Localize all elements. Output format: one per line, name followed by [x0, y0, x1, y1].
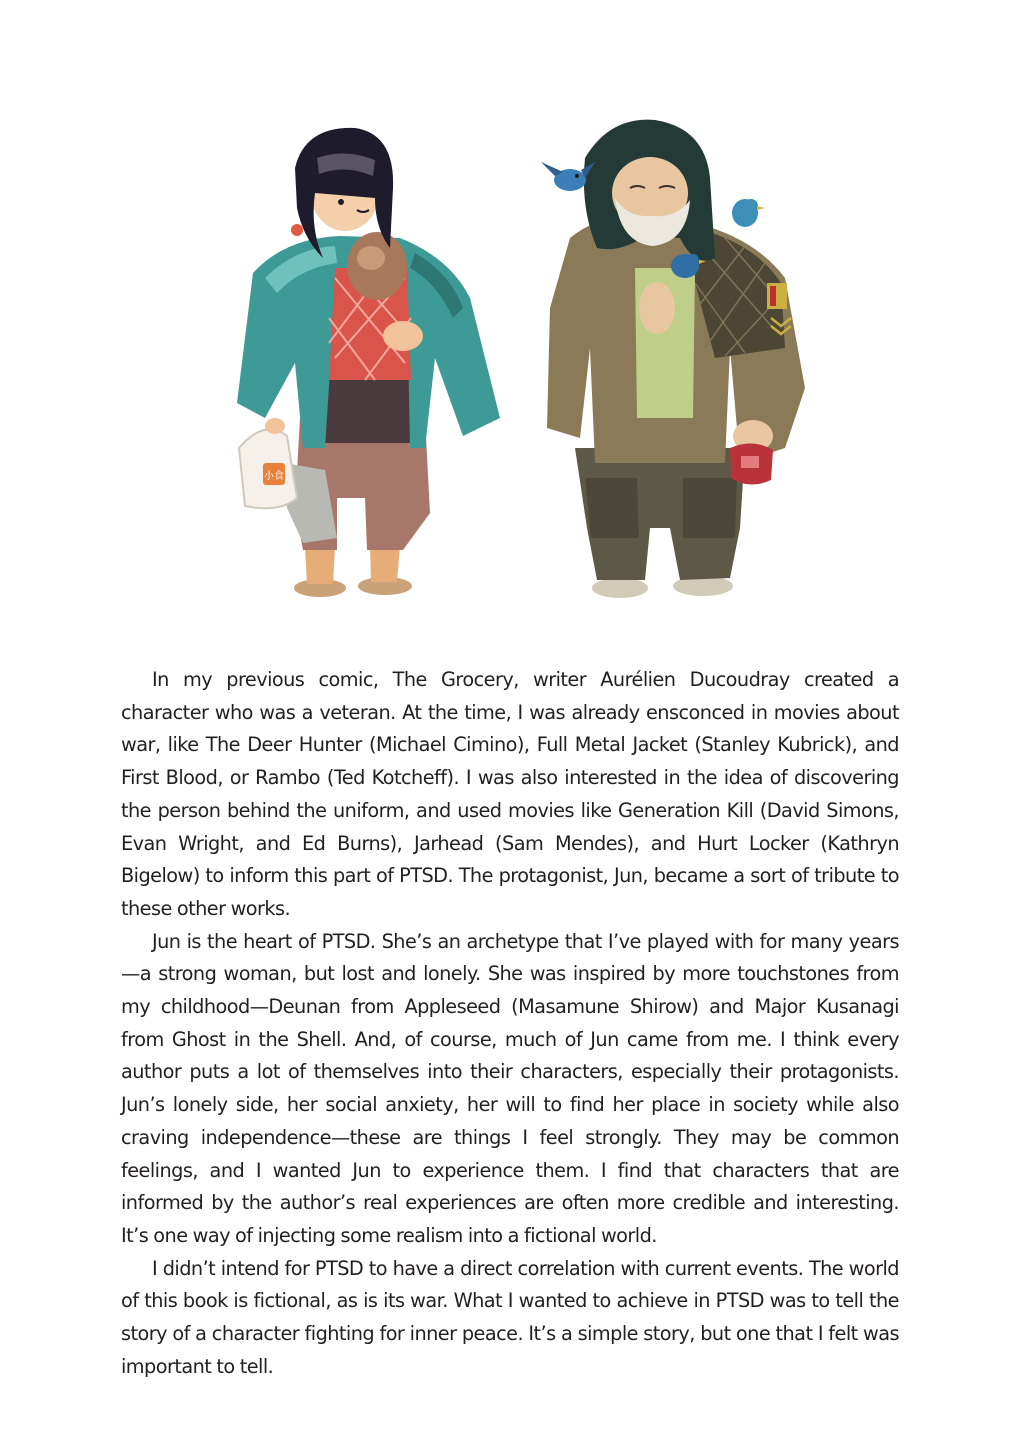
paragraph-1: In my previous comic, The Grocery, writer Aurélien Ducoudray created a character who was a veteran. At the time, I was already ensconced in movies about war, like The Deer Hunter (Michael Cimino), Full Metal Jacket (Stanley Kubrick), and First Blood, or Rambo (Ted Kotcheff). I was also interested in the idea of discovering the person behind the uniform, and used movies like Generation Kill (David Simons, Evan Wright, and Ed Burns), Jarhead (Sam Mendes), and Hurt Locker (Kathryn Bigelow) to inform this part of PTSD. The protagonist, Jun, became a sort of tribute to these other works. — [121, 668, 899, 920]
character-illustration — [225, 118, 815, 633]
character-illustration-svg — [225, 118, 815, 633]
veteran-figure — [547, 120, 805, 598]
article-text — [121, 664, 899, 1383]
bag-label: 小食 — [264, 471, 284, 482]
paragraph-3: I didn’t intend for PTSD to have a direct correlation with current events. The world of this book is fictional, as is its war. What I wanted to achieve in PTSD was to tell the story of a character fighting for inner peace. It’s a simple story, but one that I felt was important to tell. — [121, 1256, 899, 1378]
paragraph-2: Jun is the heart of PTSD. She’s an archetype that I’ve played with for many years—a strong woman, but lost and lonely. She was inspired by more touchstones from my childhood—Deunan from Appleseed (Masamune Shirow) and Major Kusanagi from Ghost in the Shell. And, of course, much of Jun came from me. I think every author puts a lot of themselves into their characters, especially their protagonists. Jun’s lonely side, her social anxiety, her will to find her place in society while also craving independence—these are things I feel strongly. They may be common feelings, and I wanted Jun to experience them. I find that characters that are informed by the author’s real experiences are often more credible and interesting. It’s one way of injecting some realism into a fictional world. — [121, 929, 899, 1247]
jun-figure — [237, 128, 500, 597]
